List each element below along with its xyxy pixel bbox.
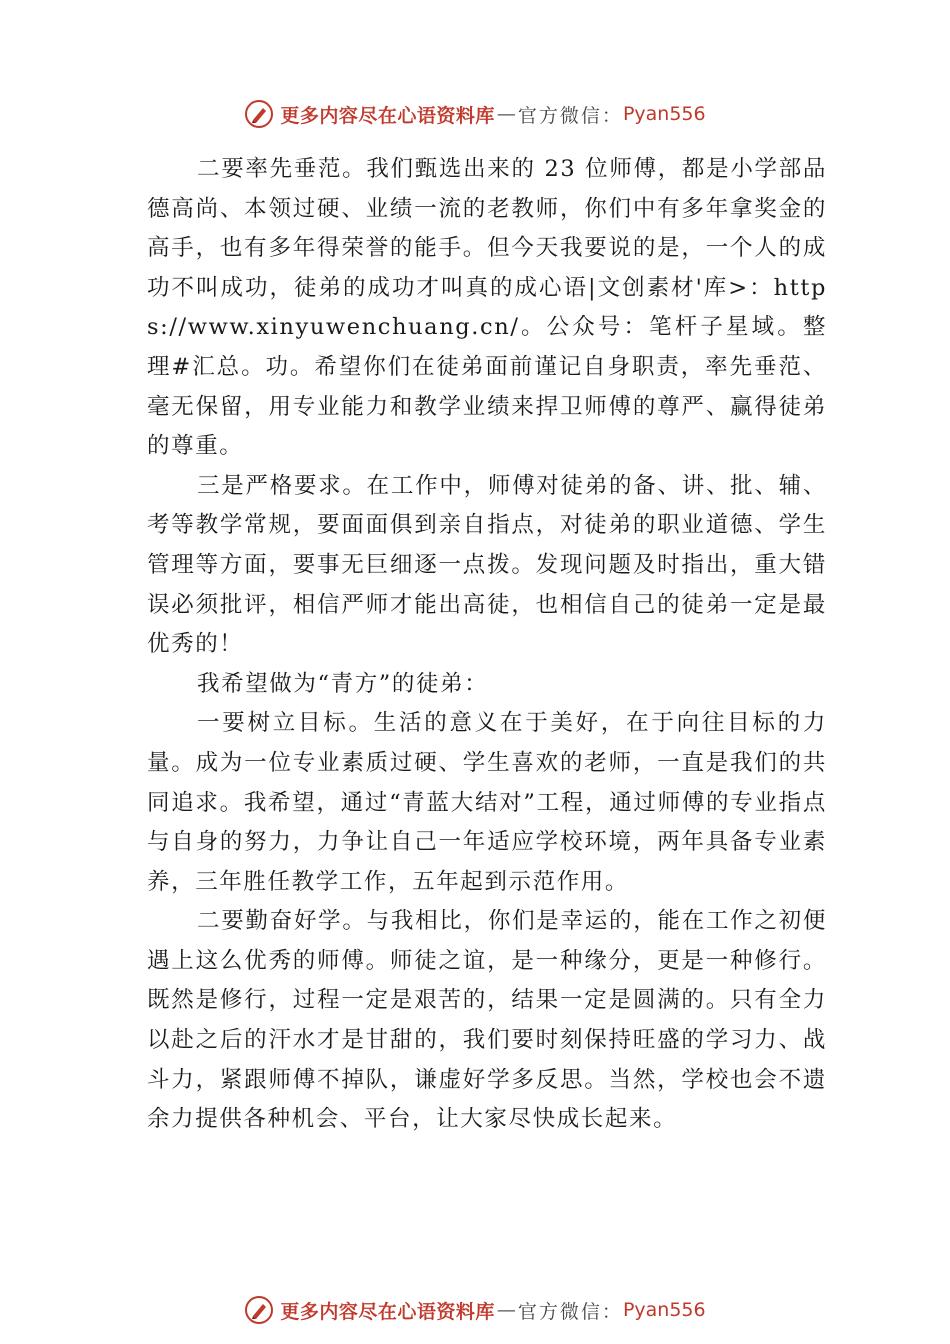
footer-separator: — [496, 1299, 516, 1321]
footer-banner [0, 1290, 950, 1330]
header-account: Pyan556 [622, 103, 706, 125]
header-brand: 更多内容尽在心语资料库 [280, 104, 495, 127]
header-separator: — [496, 103, 516, 125]
header-banner [0, 94, 950, 134]
paragraph-2: 三是严格要求。在工作中，师傅对徒弟的备、讲、批、辅、考等教学常规，要面面俱到亲自指点，对徒弟的职业道德、学生管理等方面，要事无巨细逐一点拨。发现问题及时指出，重大错误必须批评，相信严师才能出高徒，也相信自己的徒弟一定是最优秀的！ [147, 472, 827, 658]
pen-logo-icon [244, 1295, 274, 1325]
document-body [147, 150, 827, 1140]
paragraph-3: 我希望做为“青方”的徒弟： [197, 670, 489, 697]
paragraph-4: 一要树立目标。生活的意义在于美好，在于向往目标的力量。成为一位专业素质过硬、学生喜欢的老师，一直是我们的共同追求。我希望，通过“青蓝大结对”工程，通过师傅的专业指点与自身的努力，力争让自己一年适应学校环境，两年具备专业素养，三年胜任教学工作，五年起到示范作用。 [147, 710, 827, 895]
pen-logo-icon [244, 99, 274, 129]
paragraph-5: 二要勤奋好学。与我相比，你们是幸运的，能在工作之初便遇上这么优秀的师傅。师徒之谊，是一种缘分，更是一种修行。既然是修行，过程一定是艰苦的，结果一定是圆满的。只有全力以赴之后的汗水才是甘甜的，我们要时刻保持旺盛的学习力、战斗力，紧跟师傅不掉队，谦虚好学多反思。当然，学校也会不遗余力提供各种机会、平台，让大家尽快成长起来。 [147, 908, 827, 1133]
paragraph-1: 二要率先垂范。我们甄选出来的 23 位师傅，都是小学部品德高尚、本领过硬、业绩一流的老教师，你们中有多年拿奖金的高手，也有多年得荣誉的能手。但今天我要说的是，一个人的成功不叫成功，徒弟的成功才叫真的成心语|文创素材'库>：https://www.xinyuwenchuang.cn/。公众号：笔杆子星域。整理#汇总。功。希望你们在徒弟面前谨记自身职责，率先垂范、毫无保留，用专业能力和教学业绩来捍卫师傅的尊严、赢得徒弟的尊重。 [147, 156, 827, 460]
footer-brand: 更多内容尽在心语资料库 [280, 1300, 495, 1323]
footer-account: Pyan556 [622, 1299, 706, 1321]
footer-wechat-label: 官方微信： [517, 1300, 623, 1323]
header-wechat-label: 官方微信： [517, 104, 623, 127]
